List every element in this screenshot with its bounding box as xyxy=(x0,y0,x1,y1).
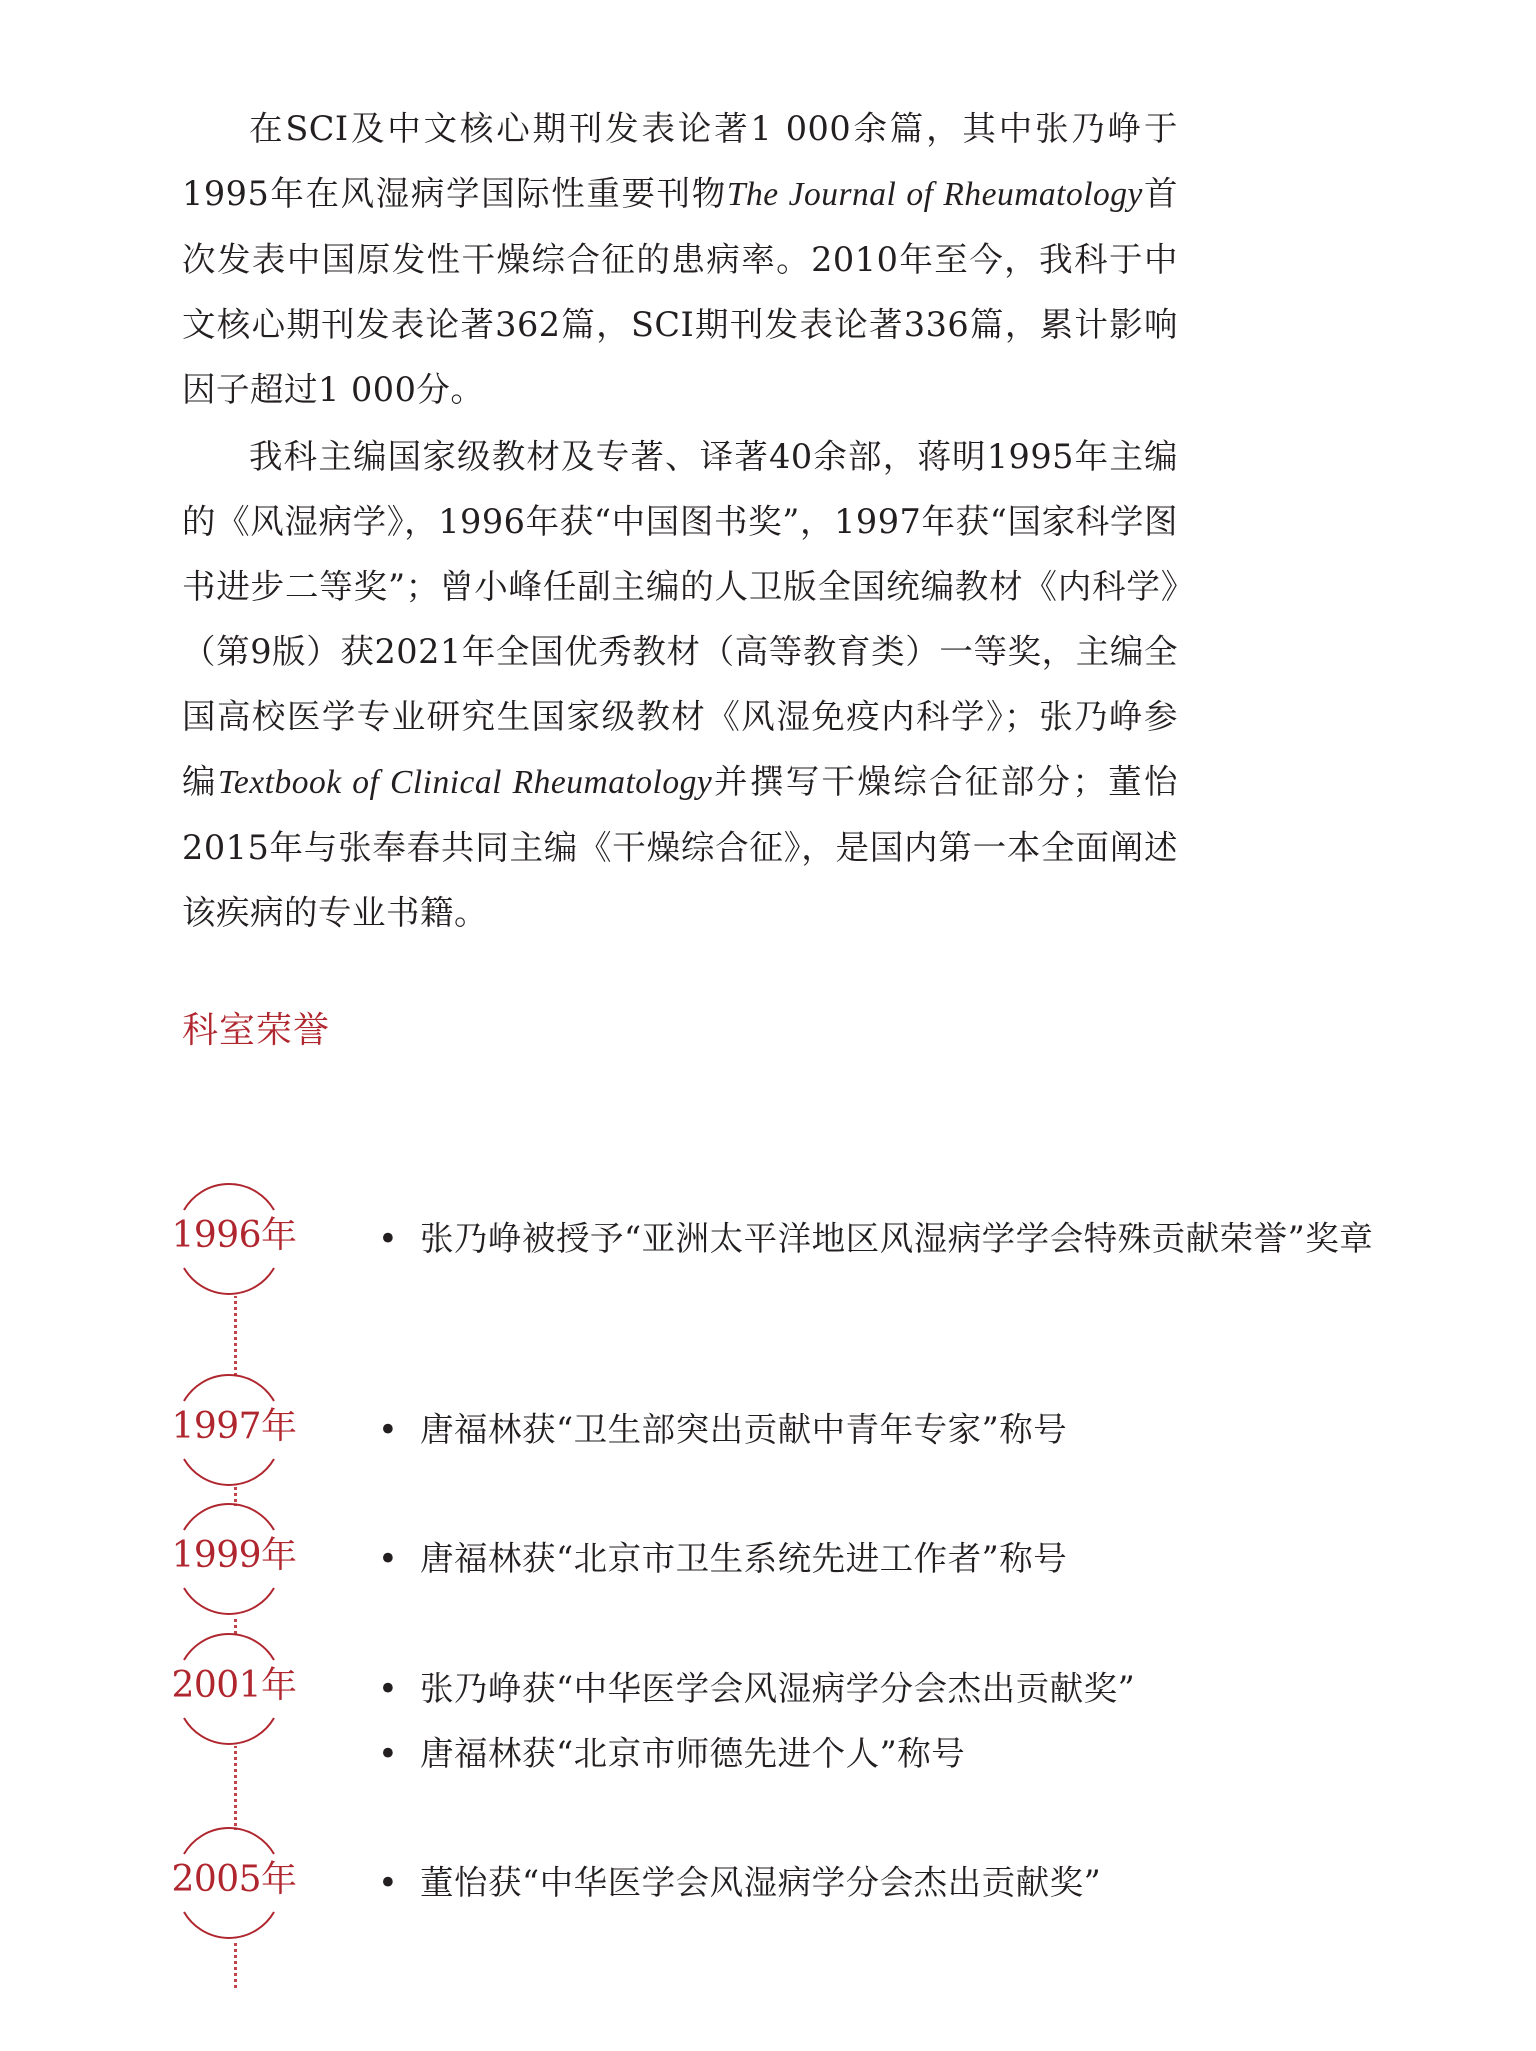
list-item xyxy=(378,1526,1378,1591)
bullet-icon: • xyxy=(378,1219,399,1258)
year-marker xyxy=(160,1636,308,1746)
event-list xyxy=(378,1397,1378,1462)
event-text: 张乃峥获“中华医学会风湿病学分会杰出贡献奖” xyxy=(420,1669,1136,1708)
paragraph-text: 在SCI及中文核心期刊发表论著1 000余篇，其中张乃峥于1995年在风湿病学国际性重要刊物 xyxy=(182,109,1178,213)
year-label: 2001年 xyxy=(171,1665,297,1706)
event-text: 唐福林获“北京市师德先进个人”称号 xyxy=(420,1734,966,1773)
year-label: 1997年 xyxy=(171,1406,297,1447)
section-title: 科室荣誉 xyxy=(182,1010,331,1051)
bullet-icon: • xyxy=(378,1734,399,1773)
book-title: Textbook of Clinical Rheumatology xyxy=(217,764,713,801)
bullet-icon: • xyxy=(378,1669,399,1708)
bullet-icon: • xyxy=(378,1410,399,1449)
list-item xyxy=(378,1206,1378,1271)
journal-title: The Journal of Rheumatology xyxy=(726,176,1143,213)
event-list xyxy=(378,1206,1378,1271)
year-label: 1996年 xyxy=(171,1215,297,1256)
list-item xyxy=(378,1397,1378,1462)
year-marker xyxy=(160,1377,308,1487)
list-item xyxy=(378,1850,1378,1915)
year-marker xyxy=(160,1186,308,1296)
year-marker xyxy=(160,1830,308,1940)
paragraph-text: 我科主编国家级教材及专著、译著40余部，蒋明1995年主编的《风湿病学》，1996年获“中国图书奖”，1997年获“国家科学图书进步二等奖”；曾小峰任副主编的人卫版全国统编教材《内科学》（第9版）获2021年全国优秀教材（高等教育类）一等奖，主编全国高校医学专业研究生国家级教材《风湿免疫内科学》；张乃峥参编 xyxy=(182,437,1178,801)
year-label: 1999年 xyxy=(171,1535,297,1576)
year-label: 2005年 xyxy=(171,1859,297,1900)
paragraph-text: 并撰写干燥综合征部分；董怡2015年与张奉春共同主编《干燥综合征》，是国内第一本全面阐述该疾病的专业书籍。 xyxy=(182,762,1179,932)
event-list xyxy=(378,1656,1378,1786)
paragraph-text: 首次发表中国原发性干燥综合征的患病率。2010年至今，我科于中文核心期刊发表论著362篇，SCI期刊发表论著336篇，累计影响因子超过1 000分。 xyxy=(182,174,1179,409)
list-item xyxy=(378,1721,1378,1786)
event-text: 董怡获“中华医学会风湿病学分会杰出贡献奖” xyxy=(420,1863,1102,1902)
event-text: 张乃峥被授予“亚洲太平洋地区风湿病学学会特殊贡献荣誉”奖章 xyxy=(420,1219,1374,1258)
event-list xyxy=(378,1526,1378,1591)
event-text: 唐福林获“北京市卫生系统先进工作者”称号 xyxy=(420,1539,1068,1578)
year-marker xyxy=(160,1506,308,1616)
event-list xyxy=(378,1850,1378,1915)
list-item xyxy=(378,1656,1378,1721)
bullet-icon: • xyxy=(378,1539,399,1578)
bullet-icon: • xyxy=(378,1863,399,1902)
event-text: 唐福林获“卫生部突出贡献中青年专家”称号 xyxy=(420,1410,1068,1449)
